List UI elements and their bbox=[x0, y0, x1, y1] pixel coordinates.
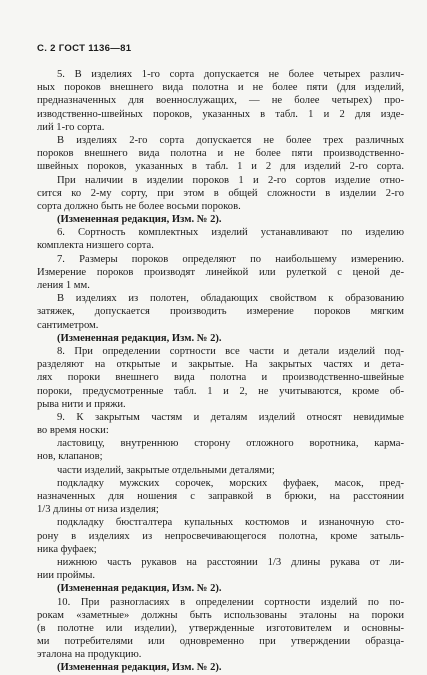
amendment-note: (Измененная редакция, Изм. № 2). bbox=[57, 214, 222, 226]
text-line: ных пороков внешнего вида полотна и не более пяти (для изделий, bbox=[37, 82, 404, 94]
text-line: ластовицу, внутреннюю сторону отложного воротника, карма- bbox=[57, 438, 404, 450]
text-line: Измерение пороков производят линейкой или рулеткой с ценой де- bbox=[37, 266, 404, 278]
text-line: рону в изделиях из непросвечивающегося полотна, кроме затыль- bbox=[37, 530, 404, 542]
text-line: 6. Сортность комплектных изделий устанавливают по изделию bbox=[57, 227, 404, 239]
text-line: В изделиях 2-го сорта допускается не более трех различных bbox=[57, 134, 404, 146]
text-line: рыва нити и пряжи. bbox=[37, 398, 126, 410]
text-line: 10. При разногласиях в определении сортности изделий по по- bbox=[57, 596, 404, 608]
amendment-note: (Измененная редакция, Изм. № 2). bbox=[57, 332, 222, 344]
text-line: нижнюю часть рукавов на расстоянии 1/3 длины рукава от ли- bbox=[57, 556, 404, 568]
text-line: 8. При определении сортности все части и детали изделий под- bbox=[57, 345, 404, 357]
amendment-note: (Измененная редакция, Изм. № 2). bbox=[57, 662, 222, 674]
text-line: ления 1 мм. bbox=[37, 280, 90, 291]
text-line: нов, клапанов; bbox=[37, 451, 103, 463]
text-line: (в полотне или изделии), утвержденные изготовителем и основны- bbox=[37, 622, 404, 634]
text-line: разделяют на открытые и закрытые. На закрытых частях и дета- bbox=[37, 359, 404, 371]
text-line: При наличии в изделии пороков 1 и 2-го сортов изделие отно- bbox=[57, 174, 404, 186]
text-line: предназначенных для военнослужащих, — не более четырех) про- bbox=[37, 95, 404, 107]
text-line: подкладку бюстгалтера купальных костюмов и изнаночную сто- bbox=[57, 517, 404, 529]
text-line: 7. Размеры пороков определяют по наибольшему измерению. bbox=[57, 253, 404, 265]
text-line: ми потребителями или одновременно при утверждении образца- bbox=[37, 636, 404, 648]
text-line: рокам «заметные» должны быть использованы эталоны на пороки bbox=[37, 609, 404, 621]
text-line: пороки, предусмотренные табл. 1 и 2, не учитываются, кроме об- bbox=[37, 385, 404, 397]
text-line: назначенных для ношения с заправкой в брюки, на расстоянии bbox=[37, 491, 404, 502]
text-line: сантиметром. bbox=[37, 319, 99, 331]
text-line: части изделий, закрытые отдельными деталями; bbox=[57, 464, 275, 476]
text-line: изводственно-швейных пороков, указанных в табл. 1 и 2 для изде- bbox=[37, 108, 404, 120]
text-line: 5. В изделиях 1-го сорта допускается не более четырех различ- bbox=[57, 69, 404, 80]
text-line: лий 1-го сорта. bbox=[37, 121, 105, 133]
text-line: во время носки: bbox=[37, 425, 109, 437]
text-line: эталона на продукцию. bbox=[37, 649, 142, 661]
text-line: лях пороки внешнего вида полотна и производственно-швейные bbox=[37, 372, 404, 384]
text-line: сится ко 2-му сорту, при этом в общей сложности в изделии 2-го bbox=[37, 187, 404, 199]
text-line: комплекта низшего сорта. bbox=[37, 240, 154, 252]
text-line: 9. К закрытым частям и деталям изделий относят невидимые bbox=[57, 411, 404, 423]
text-line: 1/3 длины от низа изделия; bbox=[37, 504, 159, 516]
text-line: пороков внешнего вида полотна и не более пяти производственно- bbox=[37, 148, 404, 160]
document-body bbox=[37, 68, 404, 675]
text-line: нии проймы. bbox=[37, 570, 96, 582]
text-line: швейных пороков, указанных в табл. 1 и 2 для изделий 2-го сорта. bbox=[37, 161, 404, 173]
text-line: ника фуфаек; bbox=[37, 543, 97, 555]
text-line: затяжек, допускается производить измерение пороков мягким bbox=[37, 306, 404, 318]
text-line: сорта должно быть не более восьми пороков. bbox=[37, 200, 241, 212]
page-header: С. 2 ГОСТ 1136—81 bbox=[37, 43, 132, 54]
amendment-note: (Измененная редакция, Изм. № 2). bbox=[57, 583, 222, 595]
text-line: В изделиях из полотен, обладающих свойством к образованию bbox=[57, 293, 404, 305]
text-line: подкладку мужских сорочек, морских фуфаек, масок, пред- bbox=[57, 477, 404, 489]
